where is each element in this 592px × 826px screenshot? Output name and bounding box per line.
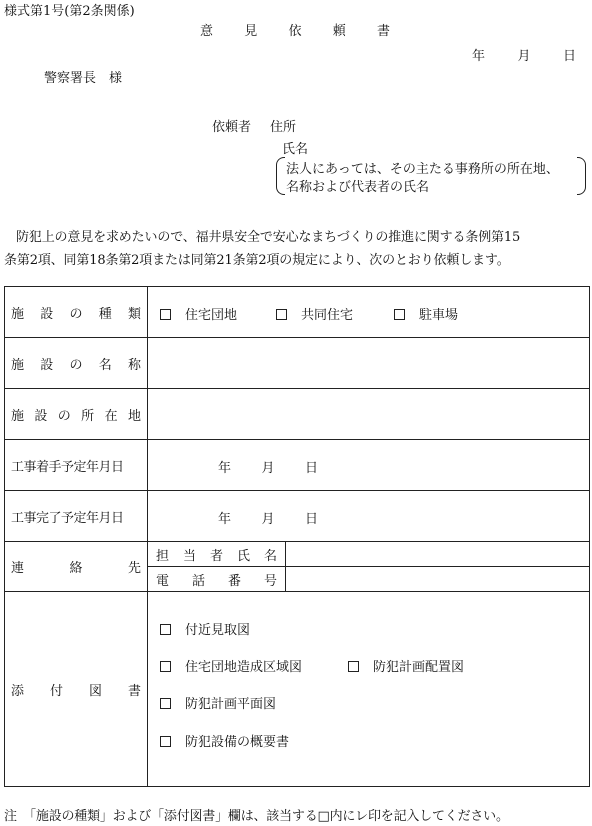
requester-address-label: 住所 (270, 120, 297, 135)
form-number: 様式第1号(第2条関係) (4, 4, 135, 19)
document-title (200, 20, 390, 39)
contact-phone-label: 電 話 番 号 (148, 567, 286, 592)
body-text-line1: 防犯上の意見を求めたいので、福井県安全で安心なまちづくりの推進に関する条例第15 (16, 230, 521, 245)
checkbox[interactable] (160, 661, 171, 672)
contact-person-row (148, 542, 589, 567)
contact-cell (148, 542, 589, 591)
checkbox[interactable] (348, 661, 359, 672)
facility-option-housing-complex[interactable]: 住宅団地 (160, 304, 237, 323)
date-month: 月 (517, 49, 531, 64)
row-construction-start (5, 440, 589, 491)
facility-type-label: 施 設 の 種 類 (5, 287, 148, 337)
title-char: 頼 (332, 24, 346, 39)
checkbox[interactable] (276, 309, 287, 320)
attachments-label: 添 付 図 書 (5, 592, 148, 786)
document-date (472, 45, 576, 64)
title-char: 書 (376, 24, 390, 39)
facility-location-field[interactable] (148, 389, 589, 439)
attachment-development-area-map[interactable]: 住宅団地造成区域図 (160, 656, 302, 675)
contact-label: 連 絡 先 (5, 542, 148, 591)
construction-start-field[interactable] (148, 440, 589, 490)
note-bracket-left (276, 157, 285, 195)
checkbox[interactable] (160, 309, 171, 320)
checkbox[interactable] (394, 309, 405, 320)
footer-note: 注 「施設の種類」および「添付図書」欄は、該当する□内にレ印を記入してください。 (4, 809, 509, 824)
body-text-line2: 条第2項、同第18条第2項または同第21条第2項の規定により、次のとおり依頼します。 (4, 253, 510, 268)
row-construction-end (5, 491, 589, 542)
requester-name-label: 氏名 (282, 142, 309, 157)
facility-option-apartment[interactable]: 共同住宅 (276, 304, 353, 323)
requester-note-line2: 名称および代表者の氏名 (286, 180, 430, 195)
contact-person-field[interactable] (286, 542, 589, 566)
addressee: 警察署長 様 (44, 71, 123, 86)
facility-name-label: 施 設 の 名 称 (5, 338, 148, 388)
contact-phone-row (148, 567, 589, 592)
attachment-equipment-overview[interactable]: 防犯設備の概要書 (160, 731, 289, 750)
attachment-crime-prevention-floor-plan[interactable]: 防犯計画平面図 (160, 693, 276, 712)
row-facility-name (5, 338, 589, 389)
attachment-vicinity-map[interactable]: 付近見取図 (160, 619, 250, 638)
row-attachments (5, 592, 589, 786)
requester-note-line1: 法人にあっては、その主たる事務所の所在地、 (286, 162, 559, 177)
facility-name-field[interactable] (148, 338, 589, 388)
attachments-cell (148, 592, 589, 786)
note-bracket-right (577, 157, 586, 195)
checkbox[interactable] (160, 698, 171, 709)
title-char: 依 (288, 24, 302, 39)
construction-start-date: 年 月 日 (218, 461, 318, 476)
checkbox[interactable] (160, 624, 171, 635)
title-char: 意 (200, 24, 214, 39)
title-char: 見 (244, 24, 258, 39)
row-facility-location (5, 389, 589, 440)
facility-option-parking[interactable]: 駐車場 (394, 304, 458, 323)
facility-type-cell (148, 287, 589, 337)
date-day: 日 (562, 49, 576, 64)
date-year: 年 (472, 49, 486, 64)
checkbox[interactable] (160, 736, 171, 747)
contact-person-label: 担 当 者 氏 名 (148, 542, 286, 566)
construction-end-field[interactable] (148, 491, 589, 541)
attachment-crime-prevention-layout[interactable]: 防犯計画配置図 (348, 656, 464, 675)
construction-end-label: 工事完了予定年月日 (5, 491, 148, 541)
request-form-table (4, 286, 590, 787)
row-contact (5, 542, 589, 592)
contact-phone-field[interactable] (286, 567, 589, 592)
requester-label: 依頼者 (212, 120, 252, 135)
row-facility-type (5, 287, 589, 338)
construction-start-label: 工事着手予定年月日 (5, 440, 148, 490)
facility-location-label: 施 設 の 所 在 地 (5, 389, 148, 439)
construction-end-date: 年 月 日 (218, 512, 318, 527)
